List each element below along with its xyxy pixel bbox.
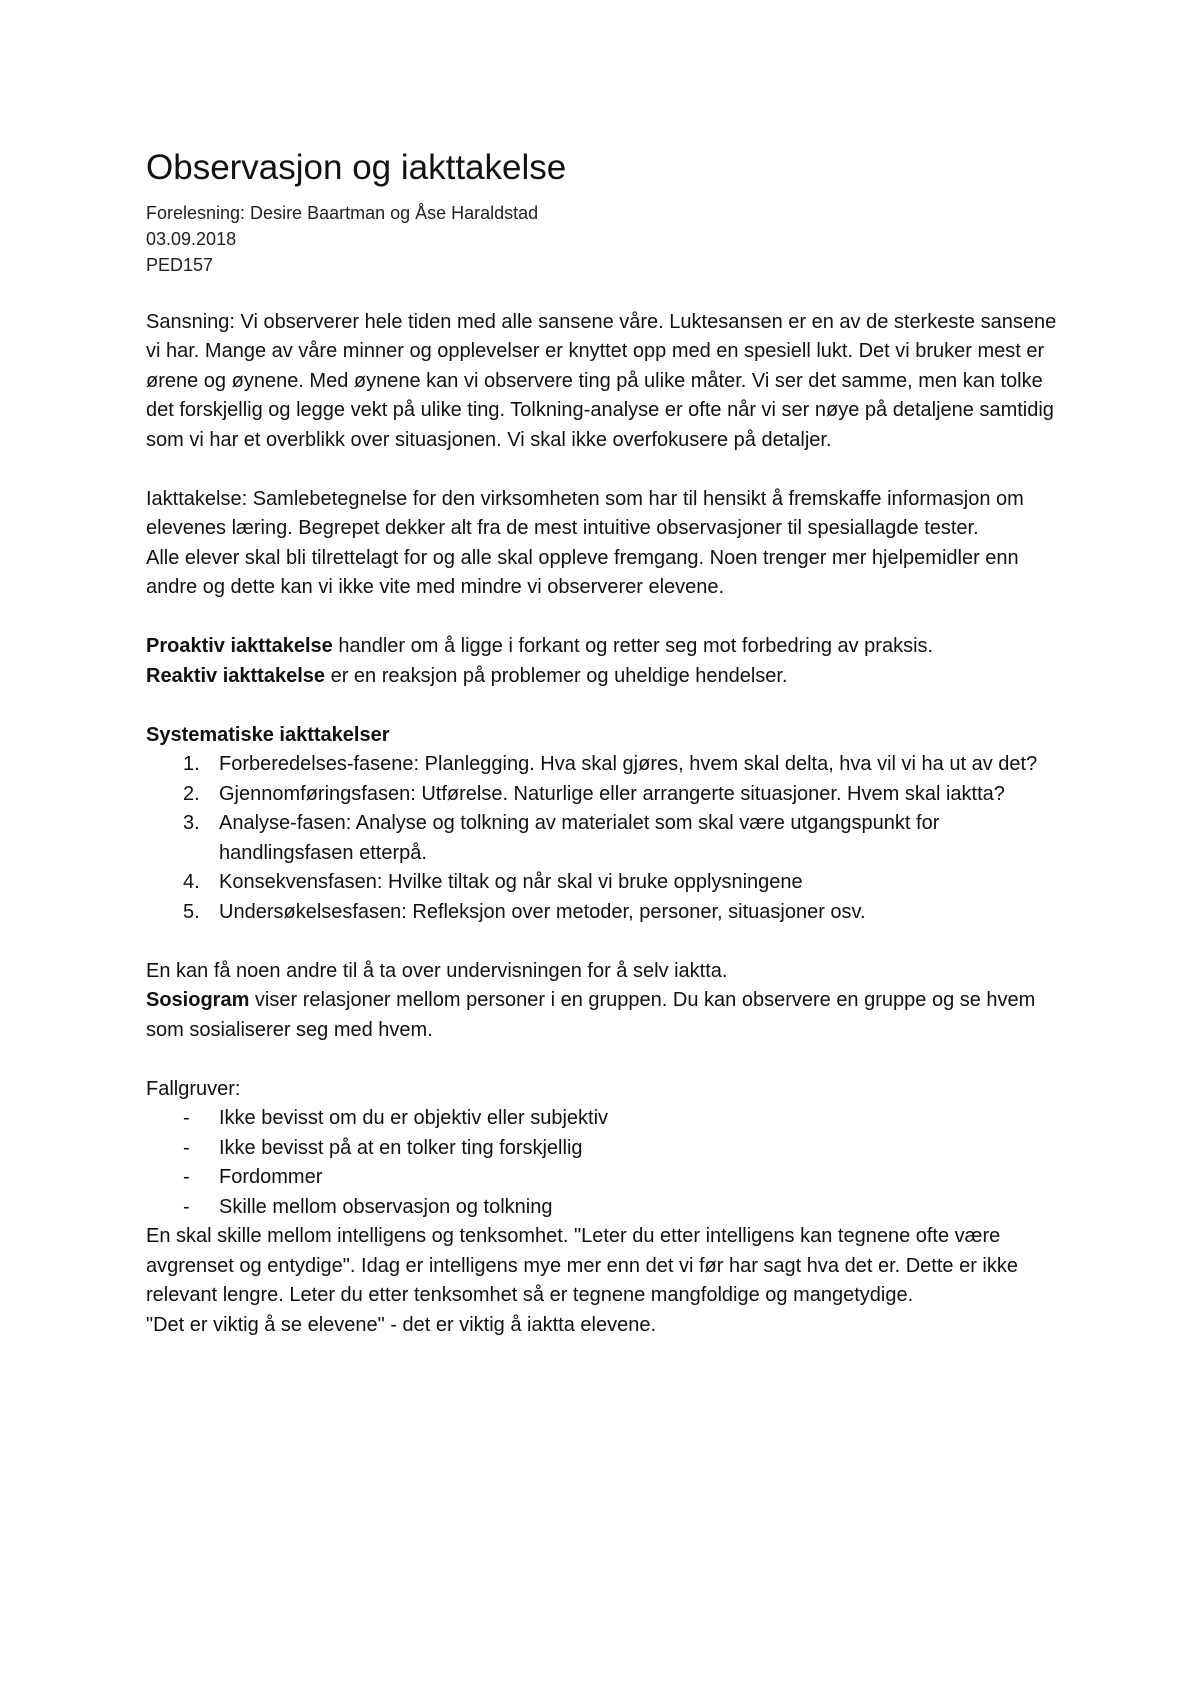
list-item-text: Analyse-fasen: Analyse og tolkning av materialet som skal være utgangspunkt for handlingsfasen etterpå.	[219, 812, 940, 864]
spacer	[146, 927, 1066, 957]
list-number: 5.	[183, 900, 200, 923]
spacer	[146, 691, 1066, 721]
list-item-text: Gjennomføringsfasen: Utførelse. Naturlige eller arrangerte situasjoner. Hvem skal iaktta?	[219, 782, 1005, 805]
phases-list	[146, 750, 1066, 927]
course-code: PED157	[146, 255, 214, 275]
dash-bullet: -	[183, 1136, 190, 1159]
spacer	[146, 1045, 1066, 1075]
document-title: Observasjon og iakttakelse	[146, 148, 567, 187]
sosiogram-text: viser relasjoner mellom personer i en gruppen. Du kan observere en gruppe og se hvem som sosialiserer seg med hvem.	[146, 989, 1036, 1041]
alle-elever-paragraph: Alle elever skal bli tilrettelagt for og alle skal oppleve fremgang. Noen trenger mer hjelpemidler enn andre og dette kan vi ikke vite med mindre vi observerer elevene.	[146, 546, 1019, 598]
list-item	[146, 750, 1066, 780]
proaktiv-text: handler om å ligge i forkant og retter seg mot forbedring av praksis.	[332, 635, 934, 657]
list-number: 4.	[183, 871, 200, 893]
list-item	[146, 1163, 1066, 1193]
list-item	[146, 809, 1066, 868]
list-item	[146, 1193, 1066, 1223]
list-item-text: Undersøkelsesfasen: Refleksjon over metoder, personer, situasjoner osv.	[219, 900, 866, 923]
spacer	[146, 455, 1066, 485]
list-item-text: Fordommer	[219, 1166, 323, 1188]
list-item-text: Skille mellom observasjon og tolkning	[219, 1195, 553, 1218]
list-item	[146, 868, 1066, 898]
spacer	[146, 603, 1066, 633]
dash-bullet: -	[183, 1107, 190, 1129]
proaktiv-paragraph	[146, 632, 1066, 662]
list-item	[146, 1134, 1066, 1164]
quote-paragraph: "Det er viktig å se elevene" - det er viktig å iaktta elevene.	[146, 1313, 657, 1336]
list-number: 2.	[183, 782, 200, 805]
list-item-text: Konsekvensfasen: Hvilke tiltak og når skal vi bruke opplysningene	[219, 871, 803, 893]
reaktiv-text: er en reaksjon på problemer og uheldige hendelser.	[325, 664, 788, 687]
sansning-paragraph: Sansning: Vi observerer hele tiden med alle sansene våre. Luktesansen er en av de sterkeste sansene vi har. Mange av våre minner og opplevelser er knyttet opp med en spesiell lukt. Det vi bruker mest er ørene og øynene. Med øynene kan vi observere ting på ulike måter. Vi ser det samme, men kan tolke det forskjellig og legge vekt på ulike ting. Tolkning-analyse er ofte når vi ser nøye på detaljene samtidig som vi har et overblikk over situasjonen. Vi skal ikke overfokusere på detaljer.	[146, 310, 1057, 451]
proaktiv-term: Proaktiv iakttakelse	[146, 635, 333, 657]
list-number: 1.	[183, 753, 200, 775]
en-kan-paragraph: En kan få noen andre til å ta over undervisningen for å selv iaktta.	[146, 959, 728, 982]
iakttakelse-paragraph: Iakttakelse: Samlebetegnelse for den virksomheten som har til hensikt å fremskaffe informasjon om elevenes læring. Begrepet dekker alt fra de mest intuitive observasjoner til spesiallagde tester.	[146, 487, 1024, 539]
sosiogram-term: Sosiogram	[146, 989, 250, 1011]
list-item-text: Ikke bevisst om du er objektiv eller subjektiv	[219, 1107, 609, 1129]
reaktiv-paragraph	[146, 662, 1066, 692]
list-item-text: Forberedelses-fasene: Planlegging. Hva skal gjøres, hvem skal delta, hva vil vi ha ut av det?	[219, 753, 1038, 775]
systematiske-heading: Systematiske iakttakelser	[146, 723, 390, 746]
list-item	[146, 898, 1066, 928]
dash-bullet: -	[183, 1166, 190, 1188]
spacer	[146, 278, 1066, 308]
list-item	[146, 1104, 1066, 1134]
list-number: 3.	[183, 812, 200, 834]
reaktiv-term: Reaktiv iakttakelse	[146, 664, 326, 687]
skille-paragraph: En skal skille mellom intelligens og tenksomhet. "Leter du etter intelligens kan tegnene ofte være avgrenset og entydige". Idag er intelligens mye mer enn det vi før har sagt hva det er. Dette er ikke relevant lengre. Leter du etter tenksomhet så er tegnene mangfoldige og mangetydige.	[146, 1225, 1019, 1306]
fallgruver-heading: Fallgruver:	[146, 1077, 241, 1100]
sosiogram-paragraph	[146, 986, 1066, 1045]
dash-bullet: -	[183, 1195, 190, 1218]
list-item	[146, 780, 1066, 810]
pitfalls-list	[146, 1104, 1066, 1222]
document-page	[146, 146, 1066, 1340]
lecture-line: Forelesning: Desire Baartman og Åse Haraldstad	[146, 203, 539, 223]
list-item-text: Ikke bevisst på at en tolker ting forskjellig	[219, 1136, 583, 1159]
date-line: 03.09.2018	[146, 229, 237, 249]
